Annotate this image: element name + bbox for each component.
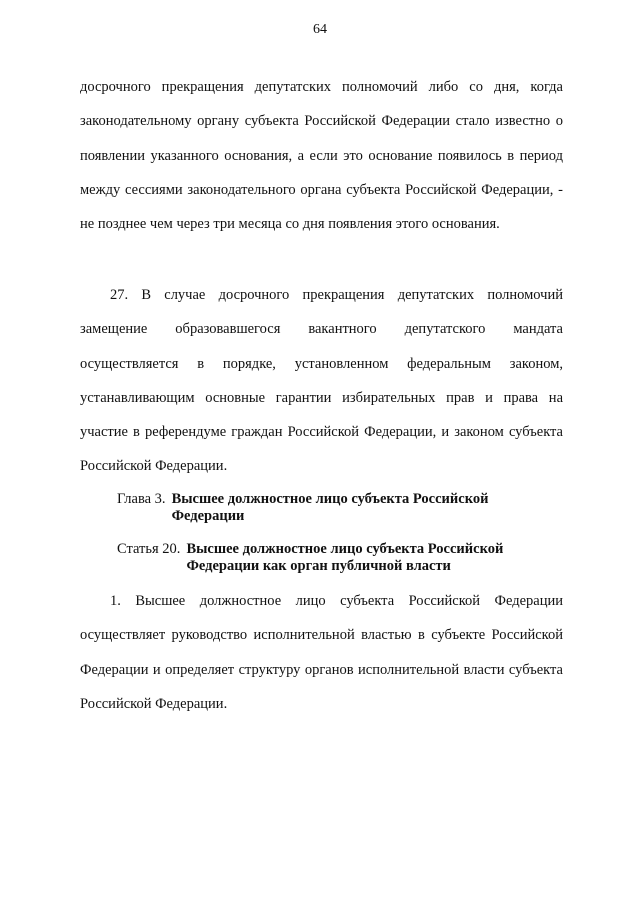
chapter-heading xyxy=(117,491,512,525)
paragraph-27: 27. В случае досрочного прекращения депутатских полномочий замещение образовавшегося вакантного депутатского мандата осуществляется в порядке, установленном федеральным законом, устанавливающим основные гарантии избирательных прав и права на участие в референдуме граждан Российской Федерации, и законом субъекта Российской Федерации. xyxy=(80,287,563,475)
page-number: 64 xyxy=(313,22,327,37)
chapter-number: Глава 3. xyxy=(117,491,166,507)
article-heading xyxy=(117,541,531,575)
article-paragraph-1: 1. Высшее должностное лицо субъекта Российской Федерации осуществляет руководство исполнительной властью в субъекте Российской Федерации и определяет структуру органов исполнительной власти субъекта Российской Федерации. xyxy=(80,593,563,712)
article-number: Статья 20. xyxy=(117,541,181,557)
chapter-title: Высшее должностное лицо субъекта Российской Федерации xyxy=(171,491,489,524)
paragraph-continuation-block xyxy=(80,70,563,241)
paragraph-continuation: досрочного прекращения депутатских полномочий либо со дня, когда законодательному органу субъекта Российской Федерации стало известно о появлении указанного основания, а если это основание появилось в период между сессиями законодательного органа субъекта Российской Федерации, - не позднее чем через три месяца со дня появления этого основания. xyxy=(80,79,563,233)
paragraph-27-block xyxy=(80,278,563,484)
article-paragraph-1-block xyxy=(80,584,563,721)
article-title: Высшее должностное лицо субъекта Российской Федерации как орган публичной власти xyxy=(186,541,504,574)
